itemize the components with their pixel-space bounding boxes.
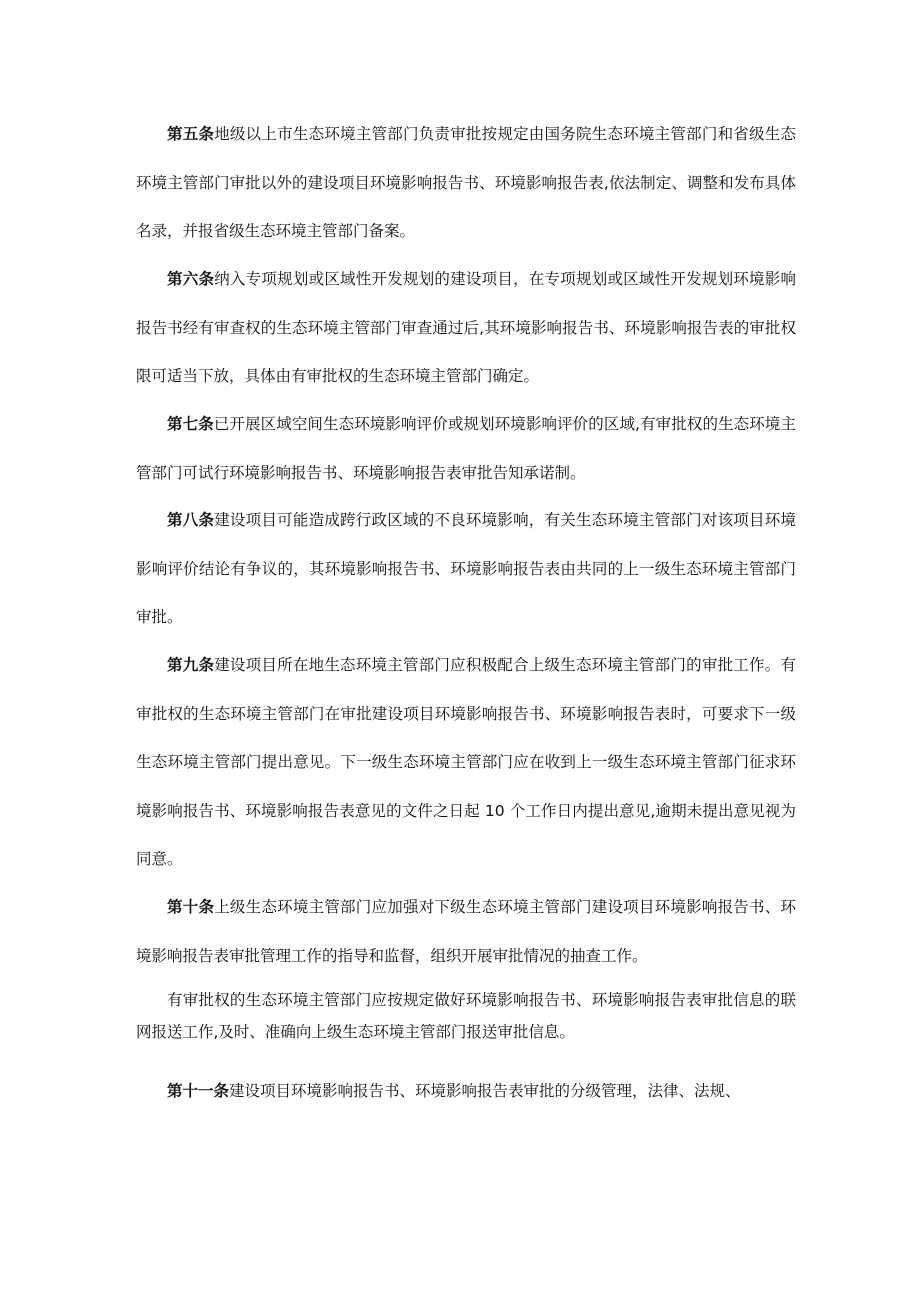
article-11-heading: 第十一条: [167, 1082, 230, 1100]
article-6-text: 纳入专项规划或区域性开发规划的建设项目，在专项规划或区域性开发规划环境影响报告书经有审查权的生态环境主管部门审查通过后,其环境影响报告书、环境影响报告表的审批权限可适当下放，具体由有审批权的生态环境主管部门确定。: [136, 270, 796, 385]
article-10-continuation-paragraph: [136, 984, 796, 1048]
article-8-heading: 第八条: [167, 511, 215, 529]
article-10-paragraph: [136, 883, 796, 980]
article-8-text: 建设项目可能造成跨行政区域的不良环境影响，有关生态环境主管部门对该项目环境影响评价结论有争议的，其环境影响报告书、环境影响报告表由共同的上一级生态环境主管部门审批。: [136, 511, 796, 626]
article-6-paragraph: [136, 255, 796, 401]
article-11-text: 建设项目环境影响报告书、环境影响报告表审批的分级管理，法律、法规、: [229, 1082, 741, 1100]
article-7-paragraph: [136, 400, 796, 497]
article-11-paragraph: [136, 1067, 796, 1116]
article-5-paragraph: [136, 110, 796, 256]
article-10-continuation-text: 有审批权的生态环境主管部门应按规定做好环境影响报告书、环境影响报告表审批信息的联网报送工作,及时、准确向上级生态环境主管部门报送审批信息。: [136, 991, 796, 1041]
article-9-heading: 第九条: [167, 656, 215, 674]
article-5-heading: 第五条: [167, 125, 215, 143]
article-7-text: 已开展区域空间生态环境影响评价或规划环境影响评价的区域,有审批权的生态环境主管部门可试行环境影响报告书、环境影响报告表审批告知承诺制。: [136, 415, 796, 482]
article-9-text: 建设项目所在地生态环境主管部门应积极配合上级生态环境主管部门的审批工作。有审批权的生态环境主管部门在审批建设项目环境影响报告书、环境影响报告表时，可要求下一级生态环境主管部门提出意见。下一级生态环境主管部门应在收到上一级生态环境主管部门征求环境影响报告书、环境影响报告表意见的文件之日起 10 个工作日内提出意见,逾期未提出意见视为同意。: [136, 656, 796, 868]
article-6-heading: 第六条: [167, 270, 215, 288]
article-8-paragraph: [136, 496, 796, 642]
article-10-text: 上级生态环境主管部门应加强对下级生态环境主管部门建设项目环境影响报告书、环境影响报告表审批管理工作的指导和监督，组织开展审批情况的抽查工作。: [136, 898, 796, 965]
article-7-heading: 第七条: [167, 415, 214, 433]
article-5-text: 地级以上市生态环境主管部门负责审批按规定由国务院生态环境主管部门和省级生态环境主管部门审批以外的建设项目环境影响报告书、环境影响报告表,依法制定、调整和发布具体名录，并报省级生态环境主管部门备案。: [136, 125, 796, 240]
article-10-heading: 第十条: [167, 898, 215, 916]
article-9-paragraph: [136, 641, 796, 884]
